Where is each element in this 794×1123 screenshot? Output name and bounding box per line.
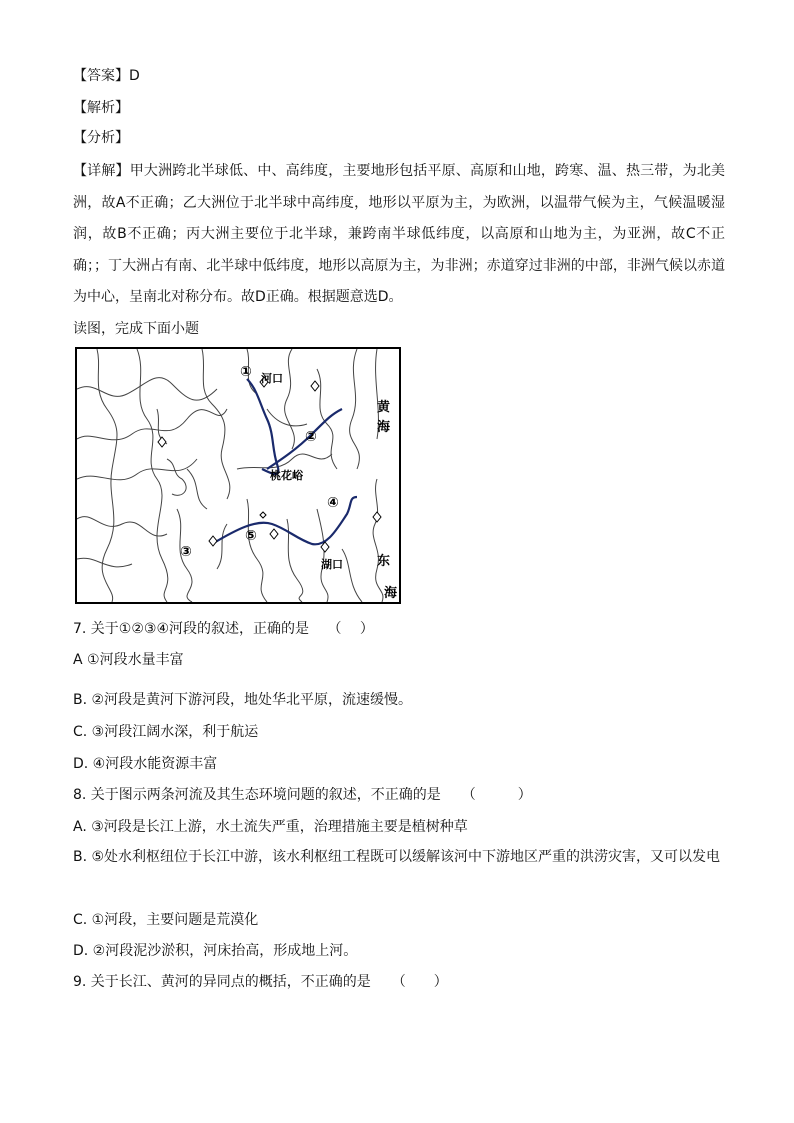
- question-7-option-b: B. ②河段是黄河下游河段，地处华北平原，流速缓慢。: [73, 692, 413, 708]
- question-7-option-a: A ①河段水量丰富: [73, 652, 184, 668]
- question-8-stem: 8. 关于图示两条河流及其生态环境问题的叙述，不正确的是 （ ）: [73, 787, 532, 803]
- question-9-stem: 9. 关于长江、黄河的异同点的概括，不正确的是 （ ）: [73, 974, 448, 990]
- map-label-taohuayu: 桃花峪: [270, 469, 303, 482]
- map-label-huang: 黄: [377, 400, 391, 415]
- question-8-option-d: D. ②河段泥沙淤积，河床抬高，形成地上河。: [73, 943, 358, 959]
- question-7-option-c: C. ③河段江阔水深，利于航运: [73, 724, 259, 740]
- map-label-1: ①: [240, 364, 252, 380]
- analysis-subheading: 【分析】: [73, 130, 129, 146]
- detail-label: 【详解】: [73, 163, 130, 179]
- instruction: 读图，完成下面小题: [73, 321, 199, 337]
- question-7-option-d: D. ④河段水能资源丰富: [73, 756, 218, 772]
- answer-value: D: [129, 68, 140, 84]
- answer-label: 【答案】: [73, 68, 129, 84]
- map-label-hukou: 湖口: [321, 558, 343, 571]
- map-label-2: ②: [305, 429, 317, 445]
- map-label-4: ④: [327, 495, 339, 511]
- answer-line: [73, 66, 140, 86]
- question-8-option-c: C. ①河段，主要问题是荒漠化: [73, 912, 259, 928]
- river-map-svg: [77, 349, 399, 602]
- detail-paragraph: [73, 156, 725, 314]
- analysis-heading: 【解析】: [73, 100, 129, 116]
- question-8-option-b: B. ⑤处水利枢纽位于长江中游，该水利枢纽工程既可以缓解该河中下游地区严重的洪涝灾害，又可以发电: [73, 849, 721, 865]
- map-label-3: ③: [180, 544, 192, 560]
- question-8-option-a: A. ③河段是长江上游，水土流失严重，治理措施主要是植树种草: [73, 819, 468, 835]
- map-label-dong: 东: [377, 554, 391, 569]
- river-map: [75, 347, 401, 604]
- map-label-hekou: 河口: [261, 372, 283, 385]
- detail-text: 甲大洲跨北半球低、中、高纬度，主要地形包括平原、高原和山地，跨寒、温、热三带，为北美洲，故A不正确；乙大洲位于北半球中高纬度，地形以平原为主，为欧洲，以温带气候为主，气候温暖湿润，故B不正确；丙大洲主要位于北半球，兼跨南半球低纬度，以高原和山地为主，为亚洲，故C不正确；；丁大洲占有南、北半球中低纬度，地形以高原为主，为非洲；赤道穿过非洲的中部，非洲气候以赤道为中心，呈南北对称分布。故D正确。根据题意选D。: [73, 163, 726, 305]
- map-label-5: ⑤: [245, 528, 257, 544]
- question-7-stem: 7. 关于①②③④河段的叙述，正确的是 （ ）: [73, 621, 374, 637]
- map-label-hai-2: 海: [384, 586, 398, 601]
- map-label-hai-1: 海: [377, 420, 391, 435]
